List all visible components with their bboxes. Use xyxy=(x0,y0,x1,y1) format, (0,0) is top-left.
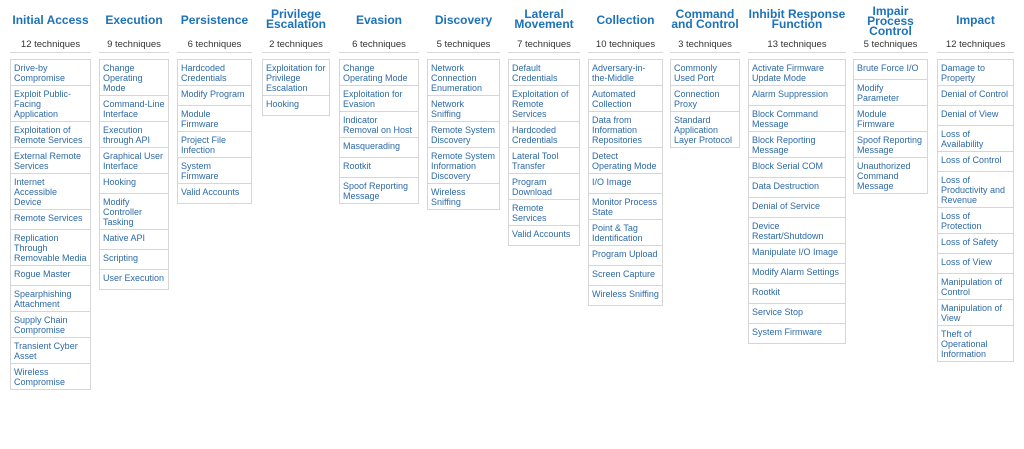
tactic-header[interactable]: Lateral Movement xyxy=(514,7,574,31)
tactic-column xyxy=(427,0,500,210)
technique-cell[interactable]: Denial of Control xyxy=(937,86,1014,106)
technique-cell[interactable]: System Firmware xyxy=(748,324,846,344)
technique-cell[interactable]: Drive-by Compromise xyxy=(10,60,91,86)
technique-cell[interactable]: Loss of Availability xyxy=(937,126,1014,152)
technique-list xyxy=(262,59,330,116)
tactic-column xyxy=(262,0,330,116)
technique-cell[interactable]: Monitor Process State xyxy=(588,194,663,220)
tactic-column xyxy=(10,0,91,390)
technique-cell[interactable]: Modify Program xyxy=(177,86,252,106)
technique-cell[interactable]: Exploitation for Privilege Escalation xyxy=(262,60,330,96)
technique-cell[interactable]: Block Reporting Message xyxy=(748,132,846,158)
technique-cell[interactable]: Exploit Public-Facing Application xyxy=(10,86,91,122)
technique-cell[interactable]: Hardcoded Credentials xyxy=(177,60,252,86)
technique-cell[interactable]: Screen Capture xyxy=(588,266,663,286)
technique-cell[interactable]: Brute Force I/O xyxy=(853,60,928,80)
technique-cell[interactable]: Program Download xyxy=(508,174,580,200)
technique-cell[interactable]: External Remote Services xyxy=(10,148,91,174)
technique-cell[interactable]: Automated Collection xyxy=(588,86,663,112)
technique-cell[interactable]: Block Command Message xyxy=(748,106,846,132)
technique-cell[interactable]: Internet Accessible Device xyxy=(10,174,91,210)
technique-cell[interactable]: Wireless Sniffing xyxy=(427,184,500,210)
tactic-column xyxy=(670,0,740,148)
technique-cell[interactable]: Rogue Master xyxy=(10,266,91,286)
technique-cell[interactable]: Alarm Suppression xyxy=(748,86,846,106)
technique-cell[interactable]: Masquerading xyxy=(339,138,419,158)
technique-cell[interactable]: Module Firmware xyxy=(177,106,252,132)
technique-cell[interactable]: Indicator Removal on Host xyxy=(339,112,419,138)
technique-cell[interactable]: Commonly Used Port xyxy=(670,60,740,86)
technique-cell[interactable]: Modify Controller Tasking xyxy=(99,194,169,230)
technique-count: 12 techniques xyxy=(937,38,1014,53)
technique-list xyxy=(748,59,846,344)
technique-cell[interactable]: Connection Proxy xyxy=(670,86,740,112)
technique-cell[interactable]: Denial of View xyxy=(937,106,1014,126)
technique-cell[interactable]: Data Destruction xyxy=(748,178,846,198)
technique-list xyxy=(339,59,419,204)
tactic-header[interactable]: Discovery xyxy=(434,13,493,27)
technique-cell[interactable]: Rootkit xyxy=(339,158,419,178)
tactic-column xyxy=(99,0,169,290)
technique-cell[interactable]: Spoof Reporting Message xyxy=(339,178,419,204)
technique-cell[interactable]: Modify Alarm Settings xyxy=(748,264,846,284)
technique-list xyxy=(177,59,252,204)
technique-count: 7 techniques xyxy=(508,38,580,53)
technique-cell[interactable]: Exploitation of Remote Services xyxy=(508,86,580,122)
technique-cell[interactable]: Loss of Control xyxy=(937,152,1014,172)
technique-count: 13 techniques xyxy=(748,38,846,53)
technique-cell[interactable]: Supply Chain Compromise xyxy=(10,312,91,338)
technique-cell[interactable]: Manipulation of View xyxy=(937,300,1014,326)
technique-cell[interactable]: Spearphishing Attachment xyxy=(10,286,91,312)
technique-cell[interactable]: Hardcoded Credentials xyxy=(508,122,580,148)
technique-cell[interactable]: Modify Parameter xyxy=(853,80,928,106)
technique-cell[interactable]: Scripting xyxy=(99,250,169,270)
technique-count: 5 techniques xyxy=(427,38,500,53)
tactic-header[interactable]: Impact xyxy=(956,13,995,27)
technique-list xyxy=(588,59,663,306)
technique-cell[interactable]: Manipulate I/O Image xyxy=(748,244,846,264)
tactic-column xyxy=(339,0,419,204)
technique-count: 10 techniques xyxy=(588,38,663,53)
technique-cell[interactable]: Exploitation of Remote Services xyxy=(10,122,91,148)
technique-cell[interactable]: Manipulation of Control xyxy=(937,274,1014,300)
technique-cell[interactable]: Loss of Productivity and Revenue xyxy=(937,172,1014,208)
technique-list xyxy=(937,59,1014,362)
technique-cell[interactable]: Service Stop xyxy=(748,304,846,324)
tactic-header[interactable]: Evasion xyxy=(355,13,403,27)
technique-cell[interactable]: Remote Services xyxy=(10,210,91,230)
tactic-header[interactable]: Collection xyxy=(596,13,655,27)
technique-cell[interactable]: Exploitation for Evasion xyxy=(339,86,419,112)
technique-cell[interactable]: Default Credentials xyxy=(508,60,580,86)
technique-cell[interactable]: Adversary-in-the-Middle xyxy=(588,60,663,86)
technique-cell[interactable]: Remote Services xyxy=(508,200,580,226)
technique-cell[interactable]: Valid Accounts xyxy=(177,184,252,204)
tactic-header[interactable]: Execution xyxy=(105,13,163,27)
technique-cell[interactable]: Remote System Information Discovery xyxy=(427,148,500,184)
technique-list xyxy=(10,59,91,390)
tactic-header[interactable]: Privilege Escalation xyxy=(265,7,327,31)
technique-cell[interactable]: Loss of View xyxy=(937,254,1014,274)
technique-cell[interactable]: Module Firmware xyxy=(853,106,928,132)
technique-cell[interactable]: Graphical User Interface xyxy=(99,148,169,174)
technique-cell[interactable]: Program Upload xyxy=(588,246,663,266)
technique-cell[interactable]: Spoof Reporting Message xyxy=(853,132,928,158)
technique-cell[interactable]: Damage to Property xyxy=(937,60,1014,86)
technique-cell[interactable]: User Execution xyxy=(99,270,169,290)
technique-list xyxy=(427,59,500,210)
technique-cell[interactable]: Rootkit xyxy=(748,284,846,304)
technique-cell[interactable]: Change Operating Mode xyxy=(99,60,169,96)
technique-count: 2 techniques xyxy=(262,38,330,53)
technique-cell[interactable]: Transient Cyber Asset xyxy=(10,338,91,364)
technique-cell[interactable]: Native API xyxy=(99,230,169,250)
tactic-header[interactable]: Impair Process Control xyxy=(867,4,914,38)
tactic-header[interactable]: Initial Access xyxy=(12,13,89,27)
technique-cell[interactable]: Lateral Tool Transfer xyxy=(508,148,580,174)
tactic-column xyxy=(588,0,663,306)
technique-cell[interactable]: Replication Through Removable Media xyxy=(10,230,91,266)
technique-cell[interactable]: I/O Image xyxy=(588,174,663,194)
tactic-column xyxy=(748,0,846,344)
technique-list xyxy=(99,59,169,290)
technique-cell[interactable]: Standard Application Layer Protocol xyxy=(670,112,740,148)
technique-cell[interactable]: System Firmware xyxy=(177,158,252,184)
technique-cell[interactable]: Change Operating Mode xyxy=(339,60,419,86)
tactic-column xyxy=(937,0,1014,362)
technique-count: 3 techniques xyxy=(670,38,740,53)
technique-cell[interactable]: Valid Accounts xyxy=(508,226,580,246)
technique-count: 12 techniques xyxy=(10,38,91,53)
technique-cell[interactable]: Network Connection Enumeration xyxy=(427,60,500,96)
technique-cell[interactable]: Wireless Compromise xyxy=(10,364,91,390)
tactic-header[interactable]: Inhibit Response Function xyxy=(748,7,846,31)
technique-list xyxy=(508,59,580,246)
technique-cell[interactable]: Hooking xyxy=(262,96,330,116)
technique-count: 6 techniques xyxy=(339,38,419,53)
tactic-header[interactable]: Persistence xyxy=(180,13,249,27)
technique-list xyxy=(853,59,928,194)
technique-cell[interactable]: Unauthorized Command Message xyxy=(853,158,928,194)
technique-cell[interactable]: Data from Information Repositories xyxy=(588,112,663,148)
technique-cell[interactable]: Block Serial COM xyxy=(748,158,846,178)
technique-cell[interactable]: Theft of Operational Information xyxy=(937,326,1014,362)
technique-cell[interactable]: Command-Line Interface xyxy=(99,96,169,122)
technique-cell[interactable]: Hooking xyxy=(99,174,169,194)
technique-cell[interactable]: Loss of Safety xyxy=(937,234,1014,254)
technique-count: 6 techniques xyxy=(177,38,252,53)
technique-count: 9 techniques xyxy=(99,38,169,53)
technique-cell[interactable]: Activate Firmware Update Mode xyxy=(748,60,846,86)
technique-cell[interactable]: Denial of Service xyxy=(748,198,846,218)
technique-cell[interactable]: Execution through API xyxy=(99,122,169,148)
tactic-column xyxy=(853,0,928,194)
technique-cell[interactable]: Loss of Protection xyxy=(937,208,1014,234)
technique-list xyxy=(670,59,740,148)
technique-cell[interactable]: Project File Infection xyxy=(177,132,252,158)
technique-cell[interactable]: Detect Operating Mode xyxy=(588,148,663,174)
tactic-column xyxy=(177,0,252,204)
tactic-header[interactable]: Command and Control xyxy=(671,7,739,31)
technique-cell[interactable]: Network Sniffing xyxy=(427,96,500,122)
technique-cell[interactable]: Point & Tag Identification xyxy=(588,220,663,246)
technique-cell[interactable]: Device Restart/Shutdown xyxy=(748,218,846,244)
technique-count: 5 techniques xyxy=(853,38,928,53)
tactic-column xyxy=(508,0,580,246)
technique-cell[interactable]: Remote System Discovery xyxy=(427,122,500,148)
technique-cell[interactable]: Wireless Sniffing xyxy=(588,286,663,306)
